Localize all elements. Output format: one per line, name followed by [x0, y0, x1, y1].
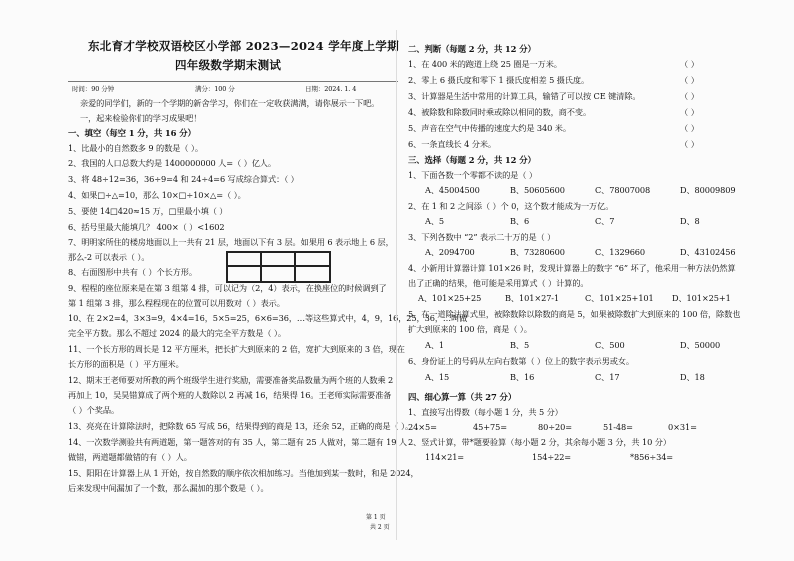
fill-q12-line2: 再加上 10，吴昊错算成了两个班的人数除以 2 再减 16，结果得 16。王老师实际需要准备: [68, 390, 392, 400]
judge-q1-answer: （ ）: [680, 59, 699, 69]
choice-q1-d: D、80009809: [680, 185, 736, 195]
choice-q1: 1、下面各数一个零都不读的是（ ）: [408, 170, 537, 180]
choice-q2: 2、在 1 和 2 之间添（ ）个 0，这个数才能成为一万亿。: [408, 201, 614, 211]
fill-q9-line2: 第 1 组第 3 排，那么程程现在的位置可以用数对（ ）表示。: [68, 298, 285, 308]
choice-q6-c: C、17: [595, 372, 620, 382]
calc-e5: 0×31=: [668, 422, 697, 432]
exam-time: 时间：90 分钟: [72, 85, 115, 93]
fill-q3: 3、将 48÷12=36，36÷9=4 和 24÷4=6 写成综合算式：（ ）: [68, 174, 299, 184]
fill-q1: 1、比最小的自然数多 9 的数是（ ）。: [68, 143, 203, 153]
fill-q6: 6、括号里最大能填几？ 400×（ ）<1602: [68, 222, 225, 232]
fill-q15-line2: 后来发现中间漏加了一个数，那么漏加的那个数是（ ）。: [68, 483, 269, 493]
calc-e1: 24×5=: [408, 422, 437, 432]
choice-q3-c: C、1329660: [595, 247, 646, 257]
choice-q1-a: A、45004500: [425, 185, 480, 195]
choice-q5-b: B、5: [510, 340, 530, 350]
judge-q3: 3、计算器是生活中常用的计算工具，输错了可以按 CE 键清除。: [408, 91, 641, 101]
choice-q2-b: B、6: [510, 216, 530, 226]
choice-q3-a: A、2094700: [425, 247, 475, 257]
choice-q6-b: B、16: [510, 372, 535, 382]
choice-q4-line2: 出了正确的结果，他可能是采用算式（ ）计算的。: [408, 278, 589, 288]
calc-part2: 2、竖式计算，带*题要验算（每小题 2 分，其余每小题 3 分，共 10 分）: [408, 437, 671, 447]
fill-q7-line1: 7、明明家所住的楼房地面以上一共有 21 层，地面以下有 3 层。如果用 6 表示地上 6 层，: [68, 237, 394, 247]
fill-q14-line2: 做错，两道题都做错的有（ ）人。: [68, 452, 192, 462]
fill-q9-line1: 9、程程的座位原来是在第 3 组第 4 排，可以记为（2，4）表示，在换座位的时候调到了: [68, 283, 387, 293]
calc-v3: *856÷34=: [630, 452, 674, 462]
calc-v1: 114×21=: [425, 452, 465, 462]
choice-q4-d: D、101×25+1: [672, 293, 731, 303]
judge-q2-answer: （ ）: [680, 75, 699, 85]
choice-q4-c: C、101×25+101: [585, 293, 654, 303]
calc-v2: 154÷22=: [532, 452, 572, 462]
choice-q3: 3、下列各数中 “2” 表示二十万的是（ ）: [408, 232, 556, 242]
fill-q7-line2: 那么-2 可以表示（ ）。: [68, 252, 150, 262]
calc-e4: 51-48=: [603, 422, 633, 432]
fill-q12-line1: 12、期末王老师要对所教的两个班级学生进行奖励，需要准备奖品数量为两个班的人数乘 2: [68, 375, 394, 385]
choice-q5-c: C、500: [595, 340, 625, 350]
choice-q2-d: D、8: [680, 216, 700, 226]
choice-q4-b: B、101×27-1: [505, 293, 560, 303]
choice-q3-d: D、43102456: [680, 247, 736, 257]
fill-q8: 8、右面图形中共有（ ）个长方形。: [68, 267, 197, 277]
section-fill-in: 一、填空（每空 1 分，共 16 分）: [68, 128, 196, 138]
choice-q2-c: C、7: [595, 216, 615, 226]
fill-q13: 13、亮亮在计算除法时，把除数 65 写成 56，结果得到的商是 13，还余 52，正确的商是（ ）。: [68, 421, 414, 431]
page-total: 共 2 页: [370, 524, 390, 531]
intro-line-1: 亲爱的同学们，新的一个学期的新舍学习，你们在一定收获满满，请你展示一下吧。: [80, 98, 380, 108]
choice-q6-d: D、18: [680, 372, 705, 382]
judge-q4-answer: （ ）: [680, 107, 699, 117]
choice-q3-b: B、73280600: [510, 247, 565, 257]
intro-line-2: 一，起来检验你们的学习成果吧！: [80, 113, 202, 123]
judge-q6: 6、一条直线长 4 分米。: [408, 139, 497, 149]
judge-q2: 2、零上 6 摄氏度和零下 1 摄氏度相差 5 摄氏度。: [408, 75, 590, 85]
section-judge: 二、判断（每题 2 分，共 12 分）: [408, 44, 536, 54]
page-number: 第 1 页: [366, 514, 386, 521]
choice-q1-c: C、78007008: [595, 185, 651, 195]
exam-title: 东北育才学校双语校区小学部 2023—2024 学年度上学期: [88, 39, 400, 53]
choice-q4-a: A、101×25+25: [418, 293, 482, 303]
exam-score: 满分：100 分: [195, 85, 235, 93]
judge-q5: 5、声音在空气中传播的速度大约是 340 米。: [408, 123, 571, 133]
fill-q11-line2: 长方形的面积是（ ）平方厘米。: [68, 359, 184, 369]
choice-q2-a: A、5: [425, 216, 445, 226]
fill-q11-line1: 11、一个长方形的周长是 12 平方厘米，把长扩大到原来的 2 倍，宽扩大到原来的 3 倍，现在: [68, 344, 405, 354]
choice-q5-d: D、50000: [680, 340, 721, 350]
fill-q10-line2: 完全平方数。那么不超过 2024 的最大的完全平方数是（ ）。: [68, 328, 286, 338]
choice-q5-a: A、1: [425, 340, 445, 350]
calc-e2: 45+75=: [473, 422, 507, 432]
judge-q4: 4、被除数和除数同时乘或除以相同的数，商不变。: [408, 107, 592, 117]
choice-q5-line1: 5、在一道除法算式里，被除数除以除数的商是 5，如果被除数扩大到原来的 100 倍，除数也: [408, 309, 741, 319]
section-choice: 三、选择（每题 2 分，共 12 分）: [408, 155, 536, 165]
choice-q6-a: A、15: [425, 372, 450, 382]
fill-q4: 4、如果□÷△=10，那么 10×□÷10×△=（ ）。: [68, 190, 246, 200]
fill-q12-line3: （ ）个奖品。: [68, 405, 120, 415]
judge-q1: 1、在 400 米的跑道上绕 25 圈是一万米。: [408, 59, 562, 69]
calc-part1: 1、直接写出得数（每小题 1 分，共 5 分）: [408, 407, 563, 417]
choice-q1-b: B、50605600: [510, 185, 565, 195]
judge-q3-answer: （ ）: [680, 91, 699, 101]
fill-q15-line1: 15、阳阳在计算器上从 1 开始，按自然数的顺序依次相加练习。当他加到某一数时，和是 2024，: [68, 468, 419, 478]
choice-q5-line2: 扩大到原来的 100 倍，商是（ ）。: [408, 324, 532, 334]
judge-q5-answer: （ ）: [680, 123, 699, 133]
fill-q10-line1: 10、在 2×2=4，3×3=9，4×4=16，5×5=25，6×6=36，…等这些算式中，4，9，16，25，36，…叫做: [68, 313, 468, 323]
rectangle-figure: [226, 251, 331, 283]
fill-q2: 2、我国的人口总数大约是 1400000000 人=（ ）亿人。: [68, 158, 276, 168]
fill-q14-line1: 14、一次数学测验共有两道题，第一题答对的有 35 人，第二题有 25 人做对，第二题有 19 人: [68, 437, 407, 447]
judge-q6-answer: （ ）: [680, 139, 699, 149]
header-rule: [68, 81, 398, 82]
choice-q4-line1: 4、小新用计算器计算 101×26 时，发现计算器上的数字 “6” 坏了，他采用一种方法仍然算: [408, 263, 736, 273]
column-divider: [396, 30, 397, 540]
fill-q5: 5、要使 14□420≈15 万，□里最小填（ ）: [68, 206, 228, 216]
calc-e3: 80÷20=: [538, 422, 572, 432]
exam-date: 日期：2024. 1. 4: [305, 85, 357, 93]
choice-q6: 6、身份证上的号码从左向右数第（ ）位上的数字表示男或女。: [408, 356, 634, 366]
section-calc: 四、细心算一算（共 27 分）: [408, 392, 517, 402]
exam-subtitle: 四年级数学期末测试: [175, 58, 282, 72]
